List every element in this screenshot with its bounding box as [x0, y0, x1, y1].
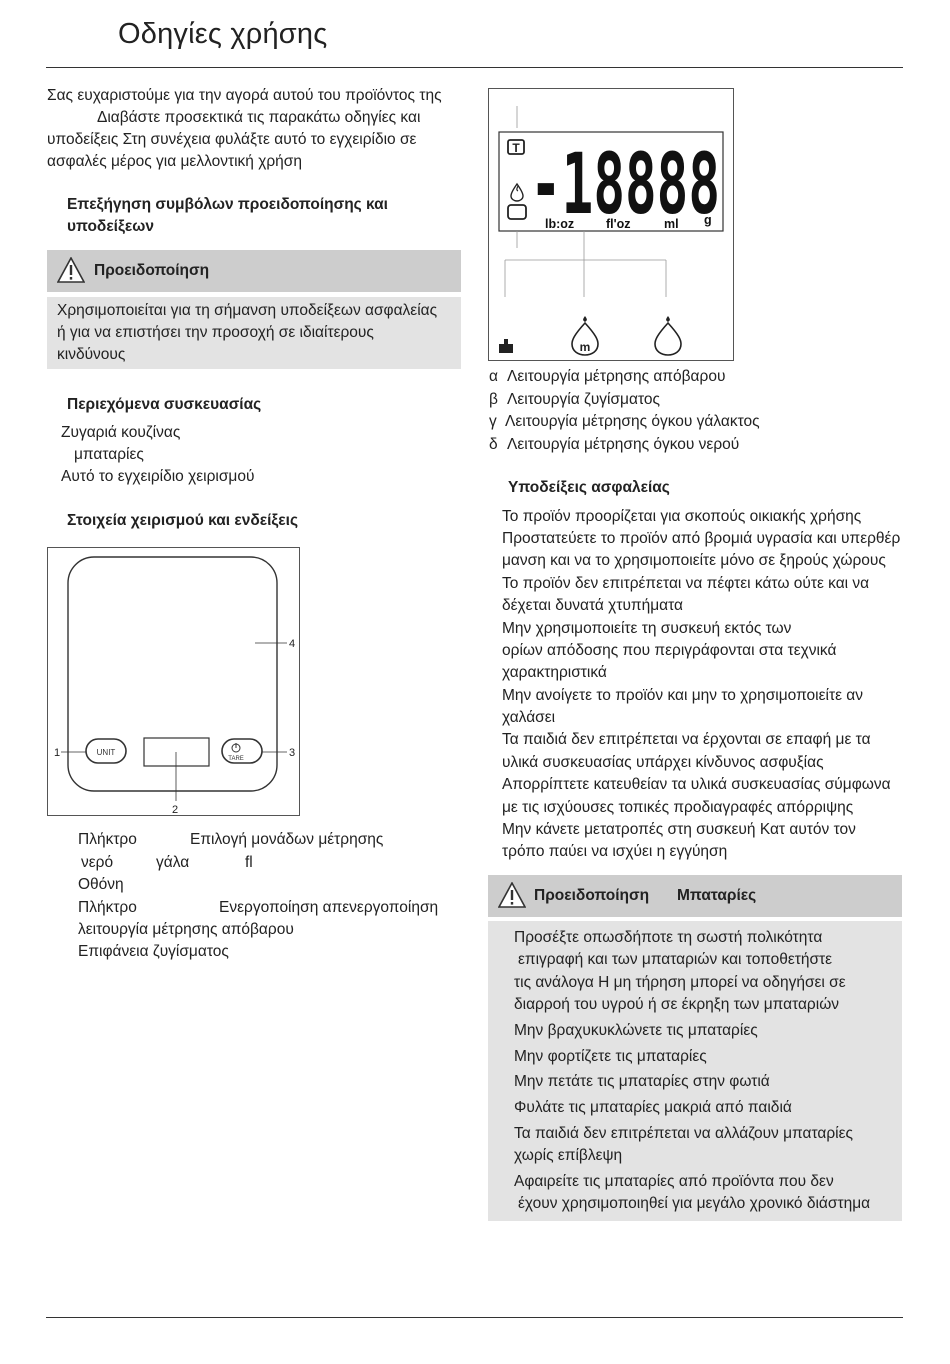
mode-letter: δ [489, 436, 498, 453]
safety-line: χαλάσει [502, 709, 556, 726]
battery-line: Αφαιρείτε τις μπαταρίες από προϊόντα που δεν [514, 1173, 834, 1190]
callout-3: 3 [288, 747, 296, 759]
safety-line: με τις ισχύουσες τοπικές προδιαγραφές απόρριψης [502, 799, 854, 816]
package-item: Αυτό το εγχειρίδιο χειρισμού [61, 468, 255, 485]
safety-line: χαρακτηριστικά [502, 664, 607, 681]
battery-line: Προσέξτε οπωσδήποτε τη σωστή πολικότητα [514, 929, 823, 946]
safety-line: Μην ανοίγετε το προϊόν και μην το χρησιμοποιείτε αν [502, 687, 864, 704]
unit-ml: ml [664, 217, 679, 231]
scale-mode-icon [499, 344, 513, 353]
warning-bar [47, 250, 461, 292]
controls-item-b: Ενεργοποίηση απενεργοποίηση [219, 899, 439, 916]
footer-rule [46, 1317, 903, 1318]
battery-line: έχουν χρησιμοποιηθεί για μεγάλο χρονικό διάστημα [518, 1195, 871, 1212]
svg-text:m: m [579, 340, 591, 354]
warning-text: Χρησιμοποιείται για τη σήμανση υποδείξεων ασφαλείας [57, 302, 438, 319]
display-diagram [488, 88, 736, 363]
display-window [144, 738, 209, 766]
controls-item-a: λειτουργία μέτρησης απόβαρου [78, 921, 294, 938]
mode-text: Λειτουργία ζυγίσματος [507, 391, 660, 408]
mode-text: Λειτουργία μέτρησης όγκου νερού [507, 436, 740, 453]
battery-line: Τα παιδιά δεν επιτρέπεται να αλλάζουν μπαταρίες [514, 1125, 853, 1142]
battery-line: τις ανάλογα Η μη τήρηση μπορεί να οδηγήσει σε [514, 974, 846, 991]
intro-line: Σας ευχαριστούμε για την αγορά αυτού του προϊόντος της [47, 87, 442, 104]
battery-line: Μην βραχυκυκλώνετε τις μπαταρίες [514, 1022, 758, 1039]
battery-line: Φυλάτε τις μπαταρίες μακριά από παιδιά [514, 1099, 792, 1116]
mode-text: Λειτουργία μέτρησης όγκου γάλακτος [505, 413, 760, 430]
intro-line: υποδείξεις Στη συνέχεια φυλάξτε αυτό το εγχειρίδιο σε [47, 131, 417, 148]
controls-item-b: γάλα [156, 854, 190, 871]
svg-text:T: T [512, 141, 520, 155]
battery-line: χωρίς επίβλεψη [514, 1147, 623, 1164]
package-heading: Περιεχόμενα συσκευασίας [67, 396, 262, 413]
controls-heading: Στοιχεία χειρισμού και ενδείξεις [67, 512, 299, 529]
mode-letter: α [489, 368, 498, 385]
battery-line: Μην πετάτε τις μπαταρίες στην φωτιά [514, 1073, 770, 1090]
safety-line: Προστατεύετε το προϊόν από βρομιά υγρασία και υπερθέρ [502, 530, 901, 547]
milk-icon [508, 205, 526, 219]
scale-diagram [47, 547, 301, 819]
unit-floz: fl'oz [606, 217, 631, 231]
package-item: μπαταρίες [74, 446, 144, 463]
battery-line: Μην φορτίζετε τις μπαταρίες [514, 1048, 707, 1065]
package-item: Ζυγαριά κουζίνας [61, 424, 181, 441]
safety-line: Τα παιδιά δεν επιτρέπεται να έρχονται σε επαφή με τα [502, 731, 871, 748]
battery-warning-box [488, 921, 902, 1221]
controls-item-c: fl [245, 854, 253, 871]
battery-warning-label-2: Μπαταρίες [677, 887, 757, 904]
controls-item-a: νερό [81, 854, 114, 871]
controls-item-a: Οθόνη [78, 876, 124, 893]
symbols-heading: Επεξήγηση συμβόλων προειδοποίησης και [67, 196, 388, 213]
safety-line: Μην κάνετε μετατροπές στη συσκευή Κατ αυτόν τον [502, 821, 856, 838]
lcd-digits: -18888 [530, 135, 720, 233]
safety-line: Το προϊόν προορίζεται για σκοπούς οικιακής χρήσης [502, 508, 862, 525]
controls-item-a: Πλήκτρο [78, 831, 137, 848]
battery-line: διαρροή του υγρού ή σε έκρηξη των μπαταριών [514, 996, 840, 1013]
safety-line: ορίων απόδοσης που περιγράφονται στα τεχνικά [502, 642, 837, 659]
unit-g: g [704, 213, 712, 227]
controls-item-b: Επιλογή μονάδων μέτρησης [190, 831, 384, 848]
warning-triangle-icon [498, 882, 526, 908]
callout-4: 4 [288, 638, 296, 650]
unit-button-label: UNIT [96, 748, 116, 757]
header-rule [46, 67, 903, 68]
battery-warning-bar [488, 875, 902, 917]
safety-line: τρόπο παύει να ισχύει η εγγύηση [502, 843, 728, 860]
mode-letter: γ [489, 413, 497, 430]
safety-line: Μην χρησιμοποιείτε τη συσκευή εκτός των [502, 620, 792, 637]
symbols-heading-2: υποδείξεων [67, 218, 154, 235]
callout-1: 1 [53, 747, 61, 759]
intro-line: Διαβάστε προσεκτικά τις παρακάτω οδηγίες και [97, 109, 421, 126]
safety-line: δέχεται δυνατά χτυπήματα [502, 597, 683, 614]
mode-text: Λειτουργία μέτρησης απόβαρου [507, 368, 726, 385]
battery-line: επιγραφή και των μπαταριών και τοποθετήστε [518, 951, 833, 968]
warning-text: κινδύνους [57, 346, 126, 363]
safety-line: μανση και να το χρησιμοποιείτε μόνο σε ξηρούς χώρους [502, 552, 886, 569]
battery-warning-label: Προειδοποίηση [534, 887, 650, 904]
controls-item-a: Πλήκτρο [78, 899, 137, 916]
unit-lboz: lb:oz [545, 217, 575, 231]
controls-item-a: Επιφάνεια ζυγίσματος [78, 943, 229, 960]
warning-text: ή για να επιστήσει την προσοχή σε ιδιαίτερους [57, 324, 374, 341]
mode-letter: β [489, 391, 498, 408]
safety-line: Το προϊόν δεν επιτρέπεται να πέφτει κάτω ούτε και να [502, 575, 870, 592]
warning-triangle-icon [57, 257, 85, 283]
warning-label: Προειδοποίηση [94, 262, 210, 279]
safety-heading: Υποδείξεις ασφαλείας [508, 479, 670, 496]
callout-2: 2 [171, 804, 179, 816]
tare-button-label: TARE [228, 756, 244, 762]
safety-line: Απορρίπτετε κατευθείαν τα υλικά συσκευασίας σύμφωνα [502, 776, 891, 793]
intro-line: ασφαλές μέρος για μελλοντική χρήση [47, 153, 302, 170]
page-title: Οδηγίες χρήσης [118, 18, 328, 50]
warning-text-box [47, 297, 461, 369]
safety-line: υλικά συσκευασίας υπάρχει κίνδυνος ασφυξίας [502, 754, 824, 771]
